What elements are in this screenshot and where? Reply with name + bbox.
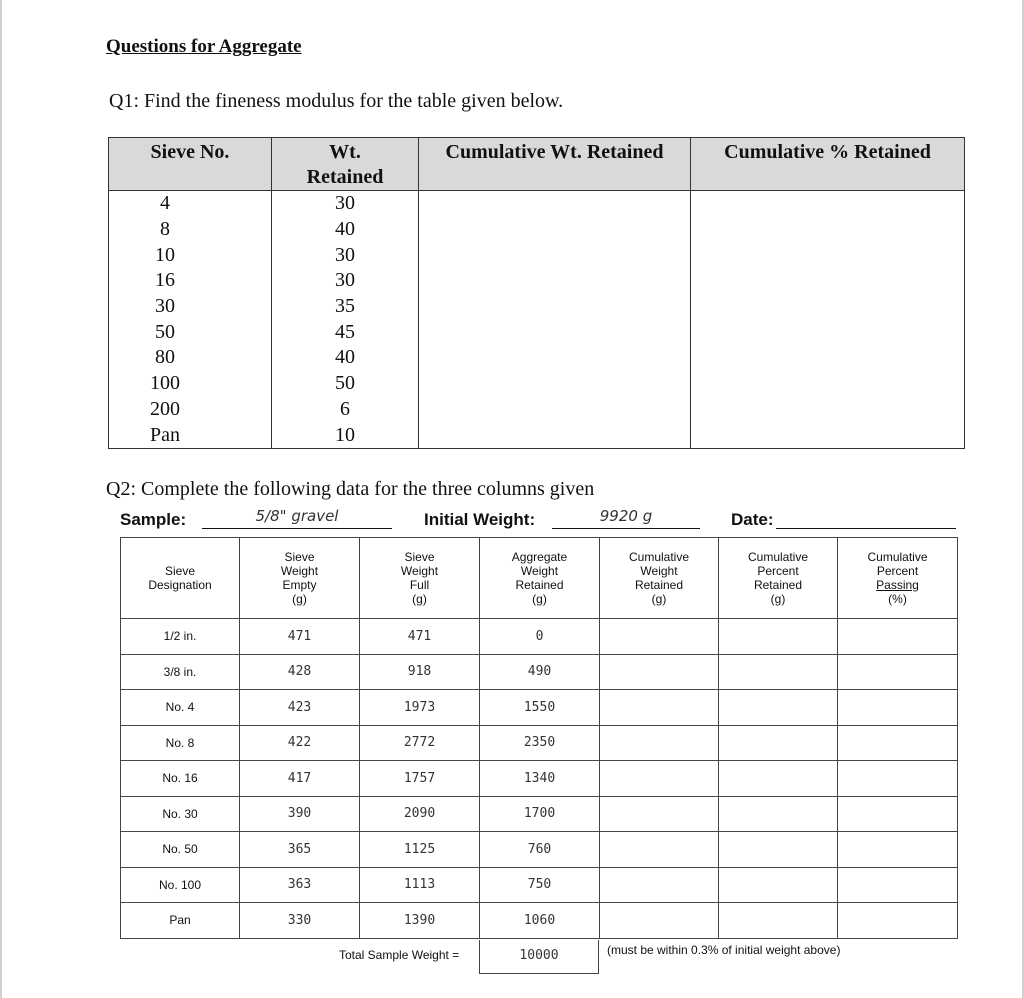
q2-table bbox=[120, 537, 958, 939]
cum-weight-cell[interactable] bbox=[600, 619, 719, 655]
header-line: Full bbox=[409, 578, 430, 592]
header-line: Sieve bbox=[284, 550, 315, 564]
empty-weight-cell: 363 bbox=[240, 867, 360, 903]
q1-table-row bbox=[109, 268, 965, 294]
q1-cum-pct-cell[interactable] bbox=[691, 371, 965, 397]
aggregate-weight-cell: 490 bbox=[480, 654, 600, 690]
q1-table-row bbox=[109, 371, 965, 397]
q2-header-empty bbox=[240, 538, 360, 619]
designation-cell: 1/2 in. bbox=[121, 619, 240, 655]
cum-passing-cell[interactable] bbox=[838, 619, 958, 655]
q1-table-row bbox=[109, 294, 965, 320]
aggregate-weight-cell: 1700 bbox=[480, 796, 600, 832]
header-line: Aggregate bbox=[511, 550, 568, 564]
designation-cell: No. 8 bbox=[121, 725, 240, 761]
q1-table-row bbox=[109, 242, 965, 268]
header-line: (g) bbox=[532, 592, 547, 606]
header-line: Retained bbox=[515, 578, 564, 592]
full-weight-cell: 2090 bbox=[360, 796, 480, 832]
cum-percent-cell[interactable] bbox=[719, 796, 838, 832]
q1-cum-wt-cell[interactable] bbox=[419, 294, 691, 320]
header-line: Designation bbox=[148, 578, 212, 592]
q2-table-row bbox=[121, 903, 958, 939]
empty-weight-cell: 330 bbox=[240, 903, 360, 939]
designation-cell: No. 16 bbox=[121, 761, 240, 797]
q1-header-cum-wt: Cumulative Wt. Retained bbox=[419, 138, 691, 191]
header-line: (%) bbox=[888, 592, 907, 606]
aggregate-weight-cell: 1550 bbox=[480, 690, 600, 726]
aggregate-weight-cell: 0 bbox=[480, 619, 600, 655]
empty-weight-cell: 390 bbox=[240, 796, 360, 832]
designation-cell: No. 4 bbox=[121, 690, 240, 726]
q1-sieve-cell: 80 bbox=[109, 345, 272, 371]
q1-header-wt bbox=[272, 138, 419, 191]
q1-cum-pct-cell[interactable] bbox=[691, 319, 965, 345]
cum-passing-cell[interactable] bbox=[838, 903, 958, 939]
q1-sieve-cell: Pan bbox=[109, 422, 272, 448]
sample-value-field[interactable]: 5/8" gravel bbox=[202, 506, 392, 529]
q1-wt-cell: 45 bbox=[272, 319, 419, 345]
full-weight-cell: 1390 bbox=[360, 903, 480, 939]
header-line: Empty bbox=[282, 578, 317, 592]
q1-cum-wt-cell[interactable] bbox=[419, 397, 691, 423]
q1-cum-pct-cell[interactable] bbox=[691, 397, 965, 423]
q1-wt-cell: 30 bbox=[272, 191, 419, 217]
cum-percent-cell[interactable] bbox=[719, 761, 838, 797]
header-line: Weight bbox=[400, 564, 439, 578]
q1-cum-pct-cell[interactable] bbox=[691, 217, 965, 243]
q1-sieve-cell: 8 bbox=[109, 217, 272, 243]
q1-question: Q1: Find the fineness modulus for the table given below. bbox=[109, 90, 564, 112]
aggregate-weight-cell: 2350 bbox=[480, 725, 600, 761]
q1-sieve-cell: 50 bbox=[109, 319, 272, 345]
cum-passing-cell[interactable] bbox=[838, 654, 958, 690]
header-line: Percent bbox=[757, 564, 799, 578]
q1-cum-wt-cell[interactable] bbox=[419, 191, 691, 217]
full-weight-cell: 2772 bbox=[360, 725, 480, 761]
header-line: Sieve bbox=[164, 564, 196, 578]
full-weight-cell: 1125 bbox=[360, 832, 480, 868]
q1-table-row bbox=[109, 397, 965, 423]
q1-table-row bbox=[109, 345, 965, 371]
q2-table-row bbox=[121, 619, 958, 655]
q2-table-row bbox=[121, 654, 958, 690]
q2-table-row bbox=[121, 725, 958, 761]
cum-percent-cell[interactable] bbox=[719, 619, 838, 655]
designation-cell: 3/8 in. bbox=[121, 654, 240, 690]
header-line: (g) bbox=[651, 592, 667, 606]
q1-table-row bbox=[109, 191, 965, 217]
header-line: Weight bbox=[640, 564, 678, 578]
cum-percent-cell[interactable] bbox=[719, 832, 838, 868]
left-page-edge bbox=[0, 0, 2, 998]
q2-header-designation bbox=[121, 538, 240, 619]
q1-cum-wt-cell[interactable] bbox=[419, 242, 691, 268]
cum-weight-cell[interactable] bbox=[600, 832, 719, 868]
cum-percent-cell[interactable] bbox=[719, 867, 838, 903]
cum-passing-cell[interactable] bbox=[838, 796, 958, 832]
q2-header-full bbox=[360, 538, 480, 619]
designation-cell: No. 100 bbox=[121, 867, 240, 903]
q1-wt-cell: 35 bbox=[272, 294, 419, 320]
q1-table bbox=[108, 137, 965, 449]
header-line: Cumulative bbox=[867, 550, 928, 564]
designation-cell: No. 30 bbox=[121, 796, 240, 832]
q1-wt-cell: 40 bbox=[272, 217, 419, 243]
full-weight-cell: 471 bbox=[360, 619, 480, 655]
empty-weight-cell: 365 bbox=[240, 832, 360, 868]
empty-weight-cell: 423 bbox=[240, 690, 360, 726]
header-line: Retained bbox=[753, 578, 803, 592]
q2-table-row bbox=[121, 867, 958, 903]
empty-weight-cell: 471 bbox=[240, 619, 360, 655]
q1-cum-wt-cell[interactable] bbox=[419, 371, 691, 397]
q1-wt-cell: 30 bbox=[272, 268, 419, 294]
cum-percent-cell[interactable] bbox=[719, 903, 838, 939]
cum-weight-cell[interactable] bbox=[600, 796, 719, 832]
total-sample-label: Total Sample Weight = bbox=[339, 948, 460, 962]
q1-cum-pct-cell[interactable] bbox=[691, 191, 965, 217]
sample-info-line bbox=[0, 506, 1024, 536]
q1-wt-cell: 40 bbox=[272, 345, 419, 371]
q2-table-row bbox=[121, 690, 958, 726]
q1-sieve-cell: 10 bbox=[109, 242, 272, 268]
q1-cum-pct-cell[interactable] bbox=[691, 242, 965, 268]
aggregate-weight-cell: 1340 bbox=[480, 761, 600, 797]
q1-wt-cell: 30 bbox=[272, 242, 419, 268]
designation-cell: Pan bbox=[121, 903, 240, 939]
q1-cum-wt-cell[interactable] bbox=[419, 422, 691, 448]
q1-cum-wt-cell[interactable] bbox=[419, 345, 691, 371]
cum-weight-cell[interactable] bbox=[600, 761, 719, 797]
aggregate-weight-cell: 750 bbox=[480, 867, 600, 903]
header-line: Cumulative bbox=[628, 550, 690, 564]
header-line: Cumulative bbox=[747, 550, 809, 564]
q1-table-row bbox=[109, 422, 965, 448]
cum-weight-cell[interactable] bbox=[600, 867, 719, 903]
total-sample-value: 10000 bbox=[479, 940, 599, 974]
q2-table-row bbox=[121, 796, 958, 832]
q1-cum-pct-cell[interactable] bbox=[691, 268, 965, 294]
header-line: Passing bbox=[876, 578, 919, 592]
date-label: Date: bbox=[731, 510, 774, 529]
q2-table-row bbox=[121, 832, 958, 868]
cum-passing-cell[interactable] bbox=[838, 690, 958, 726]
cum-weight-cell[interactable] bbox=[600, 725, 719, 761]
q1-header-wt-line2: Retained bbox=[306, 166, 384, 188]
aggregate-weight-cell: 1060 bbox=[480, 903, 600, 939]
q1-sieve-cell: 100 bbox=[109, 371, 272, 397]
full-weight-cell: 1113 bbox=[360, 867, 480, 903]
q1-table-row bbox=[109, 217, 965, 243]
q1-header-row bbox=[109, 138, 965, 191]
q1-sieve-cell: 200 bbox=[109, 397, 272, 423]
q1-header-wt-line1: Wt. bbox=[329, 141, 361, 163]
cum-percent-cell[interactable] bbox=[719, 725, 838, 761]
q2-question: Q2: Complete the following data for the three columns given bbox=[106, 478, 595, 500]
empty-weight-cell: 422 bbox=[240, 725, 360, 761]
full-weight-cell: 1973 bbox=[360, 690, 480, 726]
q1-wt-cell: 6 bbox=[272, 397, 419, 423]
q1-table-row bbox=[109, 319, 965, 345]
full-weight-cell: 1757 bbox=[360, 761, 480, 797]
q1-sieve-cell: 4 bbox=[109, 191, 272, 217]
initial-weight-field[interactable]: 9920 g bbox=[552, 506, 700, 529]
date-field[interactable] bbox=[776, 506, 956, 529]
cum-percent-cell[interactable] bbox=[719, 654, 838, 690]
cum-passing-cell[interactable] bbox=[838, 832, 958, 868]
header-line: Weight bbox=[280, 564, 319, 578]
q2-header-cum-pct bbox=[719, 538, 838, 619]
q2-table-row bbox=[121, 761, 958, 797]
q1-sieve-cell: 30 bbox=[109, 294, 272, 320]
cum-weight-cell[interactable] bbox=[600, 690, 719, 726]
q1-cum-pct-cell[interactable] bbox=[691, 345, 965, 371]
header-line: Percent bbox=[876, 564, 919, 578]
empty-weight-cell: 417 bbox=[240, 761, 360, 797]
q2-header-row bbox=[121, 538, 958, 619]
header-line: Retained bbox=[634, 578, 684, 592]
q1-wt-cell: 10 bbox=[272, 422, 419, 448]
q1-cum-wt-cell[interactable] bbox=[419, 268, 691, 294]
header-line: (g) bbox=[292, 592, 307, 606]
total-sample-row bbox=[0, 940, 1024, 974]
header-line: Weight bbox=[520, 564, 559, 578]
header-line: Sieve bbox=[404, 550, 435, 564]
designation-cell: No. 50 bbox=[121, 832, 240, 868]
cum-percent-cell[interactable] bbox=[719, 690, 838, 726]
q1-sieve-cell: 16 bbox=[109, 268, 272, 294]
q1-header-sieve: Sieve No. bbox=[109, 138, 272, 191]
q1-cum-pct-cell[interactable] bbox=[691, 294, 965, 320]
q2-header-passing bbox=[838, 538, 958, 619]
cum-passing-cell[interactable] bbox=[838, 725, 958, 761]
cum-weight-cell[interactable] bbox=[600, 903, 719, 939]
q1-cum-wt-cell[interactable] bbox=[419, 217, 691, 243]
header-line: (g) bbox=[412, 592, 427, 606]
sample-label: Sample: bbox=[120, 510, 187, 529]
tolerance-note: (must be within 0.3% of initial weight above) bbox=[607, 943, 841, 957]
header-line: (g) bbox=[770, 592, 786, 606]
page-title: Questions for Aggregate bbox=[106, 36, 302, 57]
cum-passing-cell[interactable] bbox=[838, 761, 958, 797]
cum-passing-cell[interactable] bbox=[838, 867, 958, 903]
q1-cum-wt-cell[interactable] bbox=[419, 319, 691, 345]
q1-cum-pct-cell[interactable] bbox=[691, 422, 965, 448]
q1-wt-cell: 50 bbox=[272, 371, 419, 397]
initial-weight-label: Initial Weight: bbox=[424, 510, 536, 529]
q2-header-agg bbox=[480, 538, 600, 619]
cum-weight-cell[interactable] bbox=[600, 654, 719, 690]
empty-weight-cell: 428 bbox=[240, 654, 360, 690]
aggregate-weight-cell: 760 bbox=[480, 832, 600, 868]
q1-header-cum-pct: Cumulative % Retained bbox=[691, 138, 965, 191]
full-weight-cell: 918 bbox=[360, 654, 480, 690]
q2-header-cum-wt bbox=[600, 538, 719, 619]
